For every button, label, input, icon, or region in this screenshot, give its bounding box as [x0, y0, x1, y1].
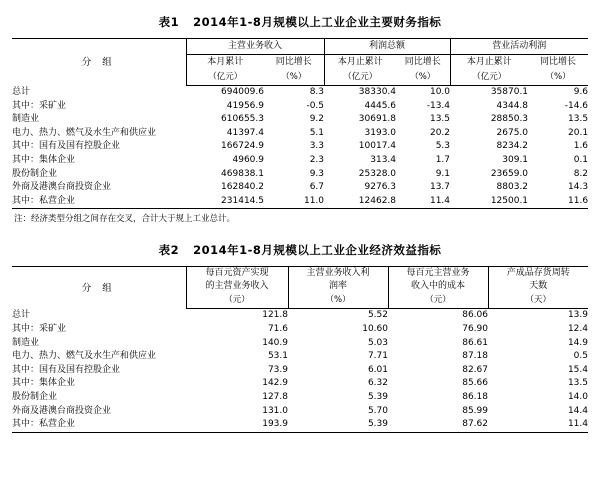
row-label: 其中：国有及国有控股企业 — [12, 364, 121, 375]
row-label: 股份制企业 — [12, 391, 58, 402]
row-value: 2675.0 — [496, 127, 529, 138]
row-label: 制造业 — [12, 114, 40, 125]
table1-title — [12, 0, 588, 38]
table2-subhdr-2-line2: 润率 — [328, 281, 347, 292]
row-value: 5.39 — [367, 391, 388, 402]
row-value: 131.0 — [262, 405, 288, 416]
row-value: 4960.9 — [232, 154, 264, 165]
table-row — [12, 350, 588, 364]
row-value: 8.3 — [309, 87, 325, 97]
table-row — [12, 309, 588, 323]
table-row — [12, 418, 588, 432]
row-value: 10.60 — [362, 323, 388, 334]
table2-group-label: 分 组 — [12, 267, 186, 309]
table-row — [12, 377, 588, 391]
table-row — [12, 100, 588, 114]
row-label: 其中：集体企业 — [12, 378, 76, 389]
row-value: 121.8 — [262, 310, 288, 321]
table2-header-row-1 — [12, 267, 588, 294]
row-value: 23659.0 — [490, 168, 529, 179]
row-label: 其中：采矿业 — [12, 100, 67, 111]
row-value: 20.2 — [429, 127, 451, 138]
row-value: 87.18 — [462, 351, 488, 362]
row-value: 41397.4 — [226, 127, 264, 138]
table-row — [12, 154, 588, 168]
row-value: 13.5 — [568, 114, 589, 125]
table2-unit-3: （元） — [388, 293, 488, 309]
table2-number: 表2 — [158, 243, 180, 258]
row-value: 231414.5 — [186, 195, 264, 209]
row-value: 8803.2 — [496, 182, 529, 193]
row-value: 25328.0 — [358, 168, 397, 179]
table2-unit-4: （天） — [488, 293, 588, 309]
table1-subhdr-4: 同比增长 — [404, 57, 441, 67]
row-value: -14.6 — [564, 100, 589, 111]
table2-subhdr-1-line2: 的主营业务收入 — [205, 281, 269, 292]
row-value: 9.6 — [573, 87, 589, 97]
row-label: 其中：国有及国有控股企业 — [12, 141, 121, 152]
row-value: -13.4 — [426, 100, 451, 111]
table1-colgroup-operating-profit: 营业活动利润 — [450, 39, 588, 55]
row-value: 12500.1 — [450, 195, 528, 209]
table1-group-label: 分 组 — [12, 39, 186, 86]
table-row — [12, 86, 588, 100]
row-label: 其中：采矿业 — [12, 323, 67, 334]
table1 — [12, 38, 588, 209]
row-value: 313.4 — [370, 154, 397, 165]
row-value: 15.4 — [567, 364, 588, 375]
row-value: 11.4 — [396, 195, 450, 209]
table-row — [12, 195, 588, 209]
row-value: 8.2 — [573, 168, 589, 179]
table1-unit-4: （%） — [396, 70, 450, 86]
table2-subhdr-3 — [388, 267, 488, 294]
table-row — [12, 391, 588, 405]
table2-subhdr-3-line1: 每百元主营业务 — [406, 268, 470, 279]
row-value: 11.0 — [264, 195, 324, 209]
table-row — [12, 323, 588, 337]
row-label: 其中：私营企业 — [12, 195, 186, 209]
table1-title-text: 2014年1-8月规模以上工业企业主要财务指标 — [193, 15, 442, 29]
row-label: 其中：集体企业 — [12, 154, 76, 165]
table2-subhdr-1 — [186, 267, 288, 294]
row-value: 85.99 — [462, 405, 488, 416]
table2-block — [12, 224, 588, 432]
table1-subhdr-6: 同比增长 — [540, 57, 577, 67]
row-value: 28850.3 — [490, 114, 529, 125]
table-row — [12, 140, 588, 154]
row-label: 总计 — [12, 86, 31, 97]
row-value: 193.9 — [186, 418, 288, 432]
row-value: 14.4 — [567, 405, 588, 416]
row-value: 11.4 — [488, 418, 588, 432]
row-value: 9.3 — [309, 168, 325, 179]
table2-subhdr-4 — [488, 267, 588, 294]
table2 — [12, 266, 588, 432]
row-label: 外商及港澳台商投资企业 — [12, 182, 112, 193]
table2-subhdr-3-line2: 收入中的成本 — [410, 281, 465, 292]
row-value: 5.3 — [435, 141, 451, 152]
table-row — [12, 127, 588, 141]
table1-unit-3: （亿元） — [324, 70, 396, 86]
row-value: 10.0 — [429, 87, 451, 97]
row-value: 20.1 — [568, 127, 589, 138]
row-value: 9.1 — [435, 168, 451, 179]
table2-title — [12, 224, 588, 266]
row-value: 13.7 — [429, 182, 451, 193]
row-value: 13.5 — [567, 378, 588, 389]
table1-number: 表1 — [158, 15, 180, 29]
row-value: 0.5 — [573, 351, 588, 362]
row-value: 127.8 — [262, 391, 288, 402]
row-value: 30691.8 — [358, 114, 397, 125]
row-value: 38330.4 — [358, 87, 397, 97]
row-value: 142.9 — [262, 378, 288, 389]
table2-subhdr-2 — [288, 267, 388, 294]
table-row — [12, 364, 588, 378]
row-value: 14.3 — [568, 182, 589, 193]
row-value: 5.52 — [367, 310, 388, 321]
row-value: 76.90 — [462, 323, 488, 334]
row-value: 11.6 — [528, 195, 588, 209]
row-value: 5.03 — [367, 337, 388, 348]
row-value: 73.9 — [267, 364, 288, 375]
row-value: 3.3 — [309, 141, 325, 152]
row-value: 8234.2 — [496, 141, 529, 152]
table1-block — [12, 0, 588, 224]
row-value: 140.9 — [262, 337, 288, 348]
row-value: 9.2 — [309, 114, 325, 125]
row-value: 5.39 — [288, 418, 388, 432]
row-value: 53.1 — [267, 351, 288, 362]
row-value: 14.9 — [567, 337, 588, 348]
table2-subhdr-1-line1: 每百元资产实现 — [205, 268, 269, 279]
row-value: 469838.1 — [221, 168, 264, 179]
table1-unit-6: （%） — [528, 70, 588, 86]
table2-unit-2: （%） — [288, 293, 388, 309]
row-value: 13.5 — [429, 114, 451, 125]
row-value: 309.1 — [502, 154, 529, 165]
table2-subhdr-4-line2: 天数 — [529, 281, 548, 292]
table1-note: 注：经济类型分组之间存在交叉，合计大于规上工业总计。 — [14, 214, 236, 225]
table1-unit-5: （亿元） — [450, 70, 528, 86]
row-value: 87.62 — [388, 418, 488, 432]
row-value: 13.9 — [567, 310, 588, 321]
table-row — [12, 168, 588, 182]
row-label: 总计 — [12, 310, 31, 321]
table1-subhdr-2: 同比增长 — [275, 57, 312, 67]
row-value: 14.0 — [567, 391, 588, 402]
table2-title-text: 2014年1-8月规模以上工业企业经济效益指标 — [193, 243, 442, 258]
row-value: 9276.3 — [364, 182, 397, 193]
row-value: 0.1 — [573, 154, 589, 165]
row-value: 6.7 — [309, 182, 325, 193]
row-value: 7.71 — [367, 351, 388, 362]
row-value: 5.1 — [309, 127, 325, 138]
row-value: 1.6 — [573, 141, 589, 152]
row-value: 86.18 — [462, 391, 488, 402]
row-value: -0.5 — [306, 100, 325, 111]
row-label: 其中：私营企业 — [12, 418, 186, 432]
row-value: 6.01 — [367, 364, 388, 375]
row-value: 694009.6 — [221, 87, 264, 97]
table1-unit-1: （亿元） — [186, 70, 264, 86]
row-value: 3193.0 — [364, 127, 397, 138]
row-value: 12462.8 — [324, 195, 396, 209]
table1-subhdr-1: 本月累计 — [186, 55, 264, 71]
table-row — [12, 337, 588, 351]
row-value: 5.70 — [367, 405, 388, 416]
row-value: 86.06 — [462, 310, 488, 321]
row-label: 电力、热力、燃气及水生产和供应业 — [12, 351, 157, 362]
table1-header-row-1 — [12, 39, 588, 55]
table-row — [12, 181, 588, 195]
table2-subhdr-4-line1: 产成品存货周转 — [506, 268, 570, 279]
row-label: 股份制企业 — [12, 168, 58, 179]
table2-unit-1: （元） — [186, 293, 288, 309]
row-value: 166724.9 — [221, 141, 264, 152]
row-label: 电力、热力、燃气及水生产和供应业 — [12, 127, 157, 138]
row-value: 86.61 — [462, 337, 488, 348]
row-value: 85.66 — [462, 378, 488, 389]
row-value: 1.7 — [435, 154, 451, 165]
row-label: 制造业 — [12, 337, 40, 348]
row-value: 12.4 — [567, 323, 588, 334]
table1-colgroup-profit: 利润总额 — [324, 39, 450, 55]
table1-subhdr-3: 本月止累计 — [324, 55, 396, 71]
table2-subhdr-2-line1: 主营业务收入利 — [306, 268, 370, 279]
row-value: 4344.8 — [496, 100, 529, 111]
row-value: 71.6 — [267, 323, 288, 334]
row-label: 外商及港澳台商投资企业 — [12, 405, 112, 416]
table-row — [12, 113, 588, 127]
row-value: 10017.4 — [358, 141, 397, 152]
row-value: 2.3 — [309, 154, 325, 165]
row-value: 82.67 — [462, 364, 488, 375]
row-value: 610655.3 — [221, 114, 264, 125]
row-value: 41956.9 — [226, 100, 264, 111]
table1-colgroup-revenue: 主营业务收入 — [186, 39, 324, 55]
table1-unit-2: （%） — [264, 70, 324, 86]
table-row — [12, 405, 588, 419]
row-value: 35870.1 — [490, 87, 529, 97]
row-value: 4445.6 — [364, 100, 397, 111]
row-value: 162840.2 — [221, 182, 264, 193]
row-value: 6.32 — [367, 378, 388, 389]
table1-subhdr-5: 本月止累计 — [450, 55, 528, 71]
